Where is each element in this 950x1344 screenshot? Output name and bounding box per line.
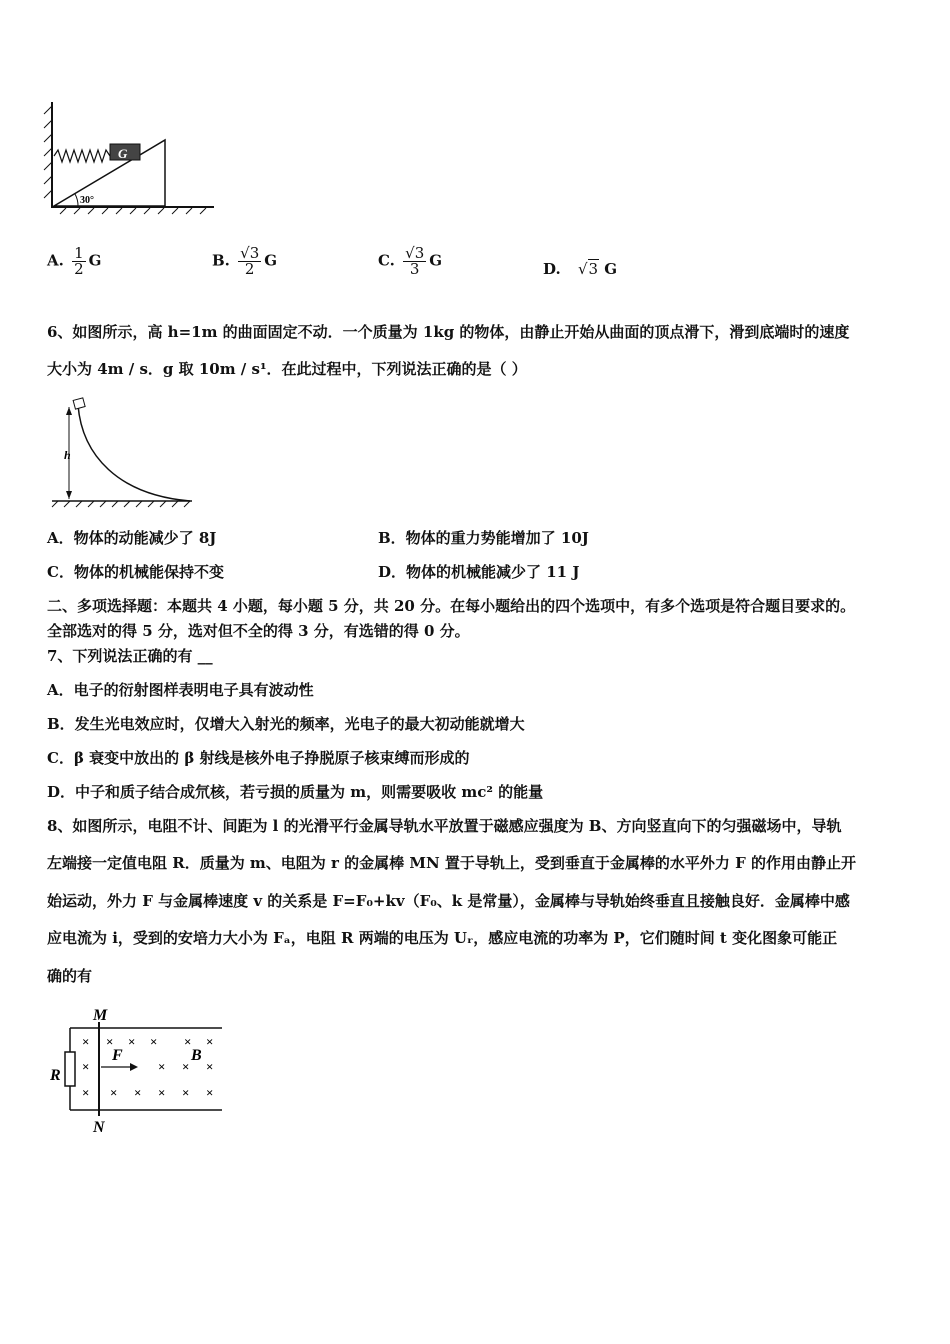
q5-option-b: B. $\frac{√3}{2}$ G [212,244,278,278]
q6-option-c: C．物体的机械能保持不变 [47,563,224,581]
label-b: B [191,1047,202,1064]
cross-2: × [106,1034,114,1049]
cross-1: × [82,1034,90,1049]
cross-7: × [82,1059,90,1074]
q6-option-d: D．物体的机械能减少了 11 J [378,563,580,581]
cross-15: × [182,1085,190,1100]
q8-stem-line-4: 应电流为 i，受到的安培力大小为 Fₐ，电阻 R 两端的电压为 Uᵣ，感应电流的功率为 P，它们随时间 t 变化图象可能正 [47,929,838,947]
section2-heading-line-2: 全部选对的得 5 分，选对但不全的得 3 分，有选错的得 0 分。 [47,622,470,640]
q7-option-d: D．中子和质子结合成氘核，若亏损的质量为 m，则需要吸收 mc² 的能量 [47,783,544,801]
q7-option-b: B．发生光电效应时，仅增大入射光的频率，光电子的最大初动能就增大 [47,715,525,733]
q8-stem-line-2: 左端接一定值电阻 R．质量为 m、电阻为 r 的金属棒 MN 置于导轨上，受到垂直于金属棒的水平外力 F 的作用由静止开 [47,854,856,872]
label-n: N [93,1119,105,1136]
q5-option-a: A. $\frac{1}{2}$ G [47,244,102,278]
q7-option-c: C．β 衰变中放出的 β 射线是核外电子挣脱原子核束缚而形成的 [47,749,470,767]
cross-13: × [134,1085,142,1100]
q8-stem-line-5: 确的有 [47,967,93,985]
q5-option-d: D. √3 G [543,260,618,278]
q6-option-b: B．物体的重力势能增加了 10J [378,529,589,547]
cross-9: × [182,1059,190,1074]
q6-figure [48,395,196,510]
cross-3: × [128,1034,136,1049]
cross-6: × [206,1034,214,1049]
cross-5: × [184,1034,192,1049]
cross-10: × [206,1059,214,1074]
q6-stem-line-2: 大小为 4m / s．g 取 10m / s¹．在此过程中，下列说法正确的是（ ） [47,360,527,378]
label-m: M [93,1008,108,1024]
q5-figure [42,100,217,215]
cross-11: × [82,1085,90,1100]
cross-8: × [158,1059,166,1074]
cross-16: × [206,1085,214,1100]
q7-option-a: A．电子的衍射图样表明电子具有波动性 [47,681,314,699]
cross-14: × [158,1085,166,1100]
q8-stem-line-1: 8、如图所示，电阻不计、间距为 l 的光滑平行金属导轨水平放置于磁感应强度为 B、方向竖直向下的匀强磁场中，导轨 [47,817,842,835]
q8-stem-line-3: 始运动，外力 F 与金属棒速度 v 的关系是 F=F₀+kv（F₀、k 是常量），金属棒与导轨始终垂直且接触良好．金属棒中感 [47,892,850,910]
label-f: F [112,1047,123,1064]
q6-option-a: A．物体的动能减少了 8J [47,529,217,547]
section2-heading-line-1: 二、多项选择题：本题共 4 小题，每小题 5 分，共 20 分。在每小题给出的四个选项中，有多个选项是符合题目要求的。 [47,597,856,615]
block-label: G [118,146,128,161]
cross-12: × [110,1085,118,1100]
angle-label: 30° [80,195,94,206]
q6-stem-line-1: 6、如图所示，高 h=1m 的曲面固定不动．一个质量为 1kg 的物体，由静止开始从曲面的顶点滑下，滑到底端时的速度 [47,323,850,341]
q8-figure [46,1008,226,1138]
q5-option-c: C. $\frac{√3}{3}$ G [378,244,443,278]
height-label: h [64,448,71,462]
cross-4: × [150,1034,158,1049]
label-r: R [50,1067,61,1084]
q7-stem: 7、下列说法正确的有 __ [47,647,213,665]
